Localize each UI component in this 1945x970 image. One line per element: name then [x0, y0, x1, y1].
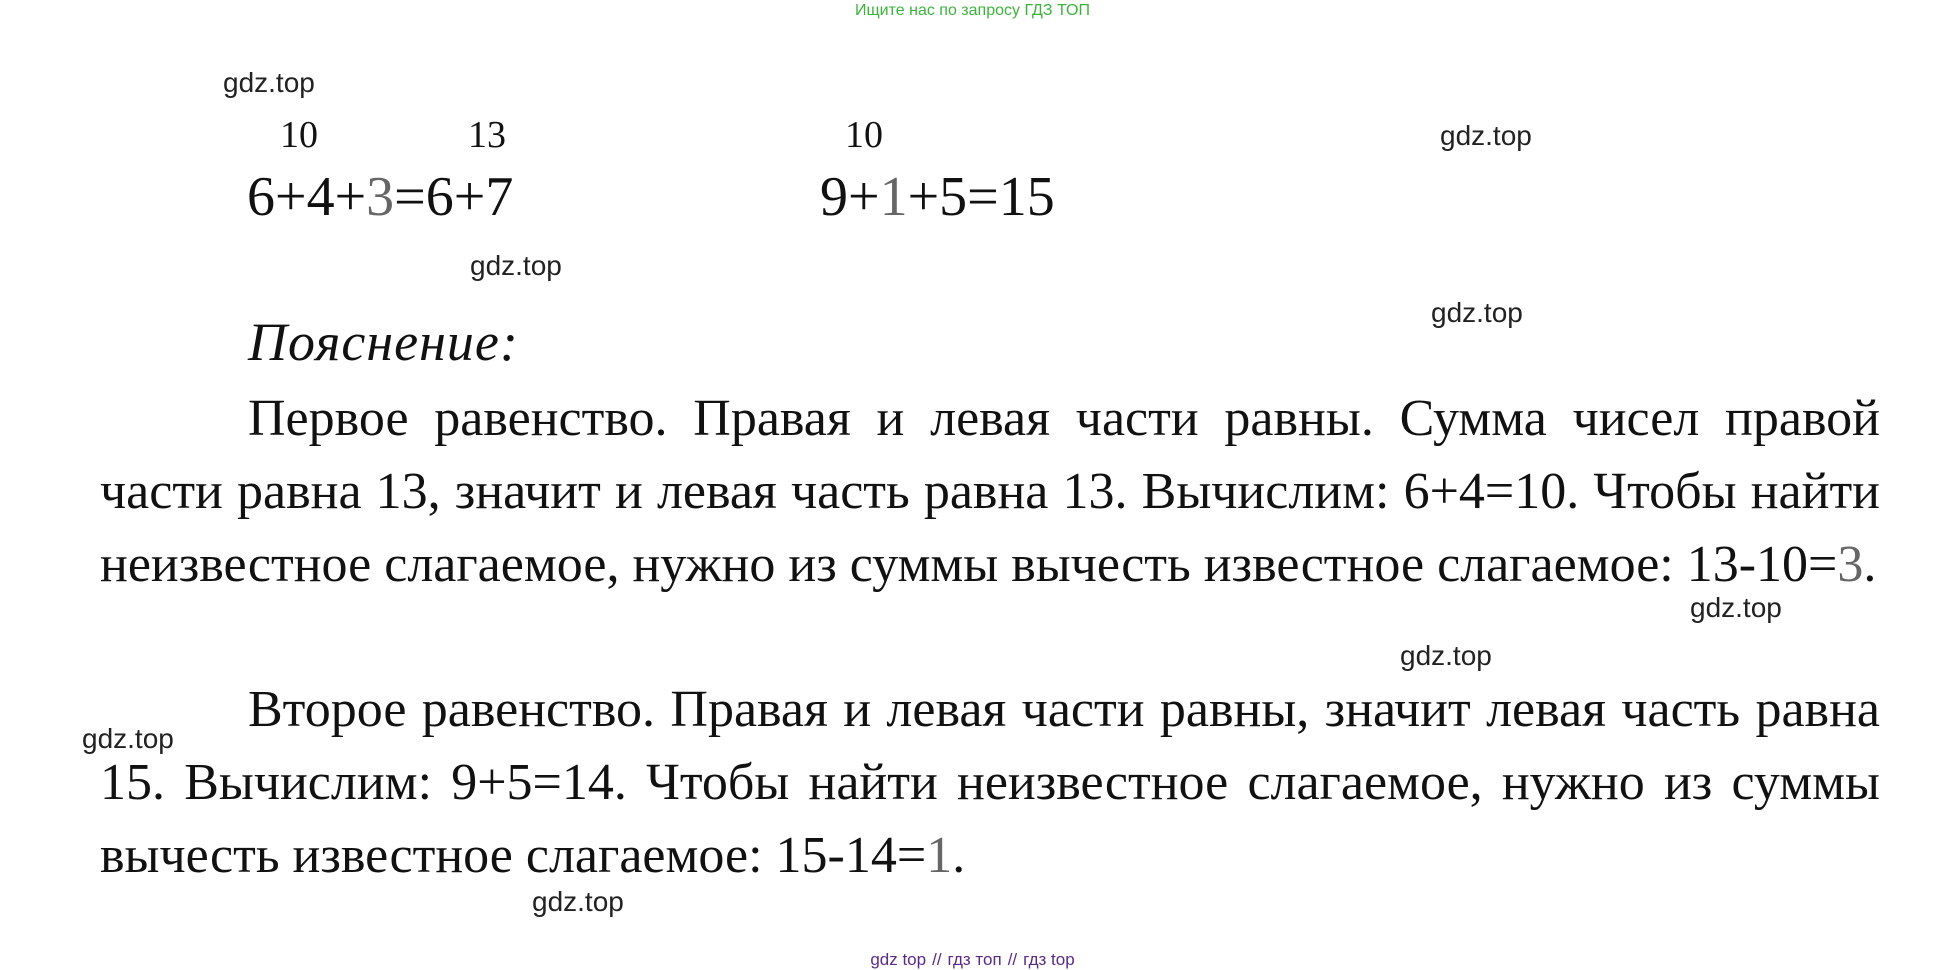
watermark: gdz.top	[82, 723, 174, 754]
watermark: gdz.top	[223, 67, 315, 98]
footer-link-gdz-top-cyrillic[interactable]: гдз топ	[947, 950, 1002, 969]
explanation-paragraph-2	[100, 673, 1880, 892]
watermark: gdz.top	[1440, 120, 1532, 151]
watermark: gdz.top	[1431, 297, 1523, 328]
watermark: gdz.top	[532, 886, 624, 917]
equation2-over-sum: 10	[845, 114, 883, 156]
equation2-left-part: 9+	[820, 166, 880, 228]
explanation-paragraph-1	[100, 382, 1880, 601]
equation1	[247, 167, 513, 227]
watermark: gdz.top	[1690, 592, 1782, 623]
paragraph-2-answer: 1	[926, 827, 953, 884]
footer-separator: //	[932, 950, 942, 969]
footer-link-gdz-top[interactable]: gdz top	[870, 950, 927, 969]
equation2-right-part: +5=15	[907, 166, 1055, 228]
paragraph-1-end: .	[1863, 536, 1877, 593]
footer-link-gdz-top-mixed[interactable]: гдз top	[1023, 950, 1075, 969]
equation1-missing-digit: 3	[366, 166, 395, 228]
top-banner: Ищите нас по запросу ГДЗ ТОП	[855, 2, 1090, 19]
explanation-heading: Пояснение:	[248, 312, 519, 372]
watermark: gdz.top	[1400, 640, 1492, 671]
footer-separator: //	[1007, 950, 1018, 969]
equation1-over-sum-b: 13	[468, 114, 506, 156]
paragraph-2-end: .	[952, 827, 966, 884]
paragraph-2-text: Второе равенство. Правая и левая части равны, значит левая часть равна 15. Вычислим: 9+5=14. Чтобы найти неизвестное слагаемое, нужно из суммы вычесть известное слагаемое: 15-14=	[100, 681, 1880, 884]
watermark: gdz.top	[470, 250, 562, 281]
equation2-missing-digit: 1	[879, 166, 908, 228]
equation2	[820, 167, 1055, 227]
paragraph-1-answer: 3	[1837, 536, 1864, 593]
equation1-left-part: 6+4+	[247, 166, 367, 228]
equation1-over-sum-a: 10	[280, 114, 318, 156]
equation1-right-part: =6+7	[394, 166, 514, 228]
footer-links	[0, 950, 1945, 970]
paragraph-1-text: Первое равенство. Правая и левая части равны. Сумма чисел правой части равна 13, значит и левая часть равна 13. Вычислим: 6+4=10. Чтобы найти неизвестное слагаемое, нужно из суммы вычесть известное слагаемое: 13-10=	[100, 390, 1880, 593]
